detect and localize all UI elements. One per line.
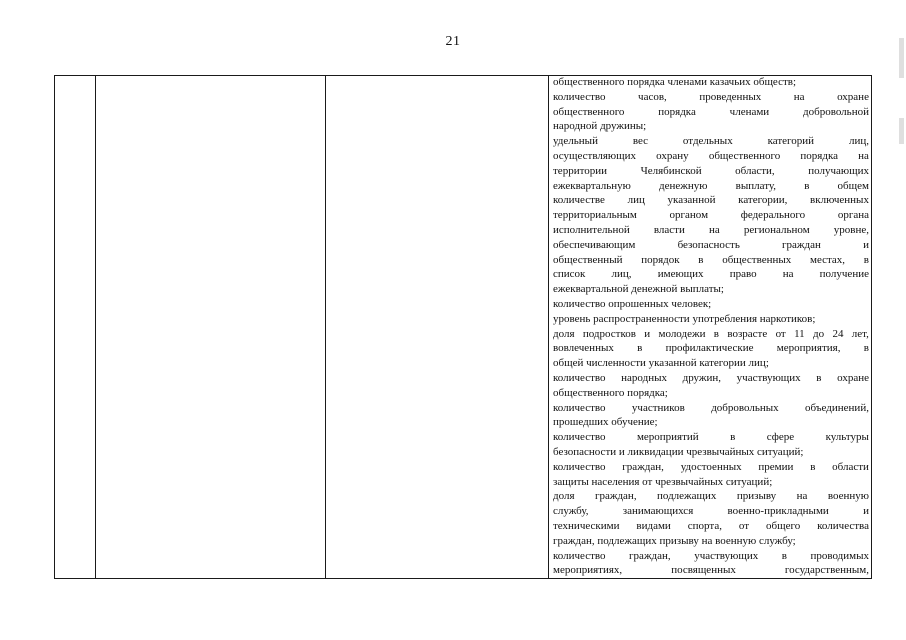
indicator-line: удельный вес отдельных категорий лиц,: [553, 135, 869, 148]
indicator-line: список лиц, имеющих право на получение: [553, 268, 869, 281]
indicator-line: количество мероприятий в сфере культуры: [553, 431, 869, 444]
table-row: [55, 76, 872, 579]
indicator-line: вовлеченных в профилактические мероприятия, в: [553, 342, 869, 355]
indicator-line: общественного порядка членами казачьих обществ;: [553, 76, 797, 88]
indicator-line: количество участников добровольных объединений,: [553, 401, 869, 414]
indicator-line: количество граждан, удостоенных премии в области: [553, 460, 869, 473]
indicator-line: доля подростков и молодежи в возрасте от 11 до 24 лет,: [553, 327, 869, 340]
cell-indicators: [549, 76, 872, 579]
indicator-line: прошедших обучение;: [553, 416, 658, 429]
indicator-line: службу, занимающихся военно-прикладными и: [553, 505, 869, 518]
indicator-line: общественный порядок в общественных местах, в: [553, 253, 869, 266]
indicator-line: ежеквартальную денежную выплату, в общем: [553, 179, 869, 192]
indicator-line: территориальным органом федерального органа: [553, 209, 869, 222]
cell-task: [96, 76, 326, 579]
indicator-line: количестве лиц указанной категории, включенных: [553, 194, 869, 207]
indicator-line: исполнительной власти на региональном уровне,: [553, 223, 869, 236]
indicator-line: народной дружины;: [553, 120, 647, 133]
indicator-line: общей численности указанной категории лиц;: [553, 357, 769, 370]
indicator-line: осуществляющих охрану общественного порядка на: [553, 149, 869, 162]
indicators-table: [54, 75, 872, 579]
page-number: 21: [445, 34, 461, 49]
indicator-line: количество часов, проведенных на охране: [553, 90, 869, 103]
indicator-line: количество народных дружин, участвующих в охране: [553, 371, 869, 384]
indicator-line: техническими видами спорта, от общего количества: [553, 519, 869, 532]
cell-event: [326, 76, 549, 579]
indicator-line: обеспечивающим безопасность граждан и: [553, 238, 869, 251]
indicator-line: граждан, подлежащих призыву на военную службу;: [553, 534, 796, 547]
indicator-line: мероприятиях, посвященных государственным,: [553, 564, 869, 577]
cell-number: [55, 76, 96, 579]
indicator-line: количество опрошенных человек;: [553, 297, 712, 310]
indicator-line: защиты населения от чрезвычайных ситуаций;: [553, 475, 773, 488]
indicator-line: уровень распространенности употребления наркотиков;: [553, 312, 816, 325]
indicator-line: общественного порядка членами добровольной: [553, 105, 869, 118]
indicator-line: доля граждан, подлежащих призыву на военную: [553, 490, 869, 503]
indicator-line: территории Челябинской области, получающих: [553, 164, 869, 177]
indicator-line: безопасности и ликвидации чрезвычайных ситуаций;: [553, 445, 804, 458]
indicator-line: ежеквартальной денежной выплаты;: [553, 283, 724, 296]
scan-edge-mark: [899, 118, 904, 144]
indicator-line: количество граждан, участвующих в проводимых: [553, 549, 869, 562]
scan-edge-mark: [899, 38, 904, 78]
indicator-line: общественного порядка;: [553, 386, 668, 399]
indicators-text: [549, 75, 871, 578]
